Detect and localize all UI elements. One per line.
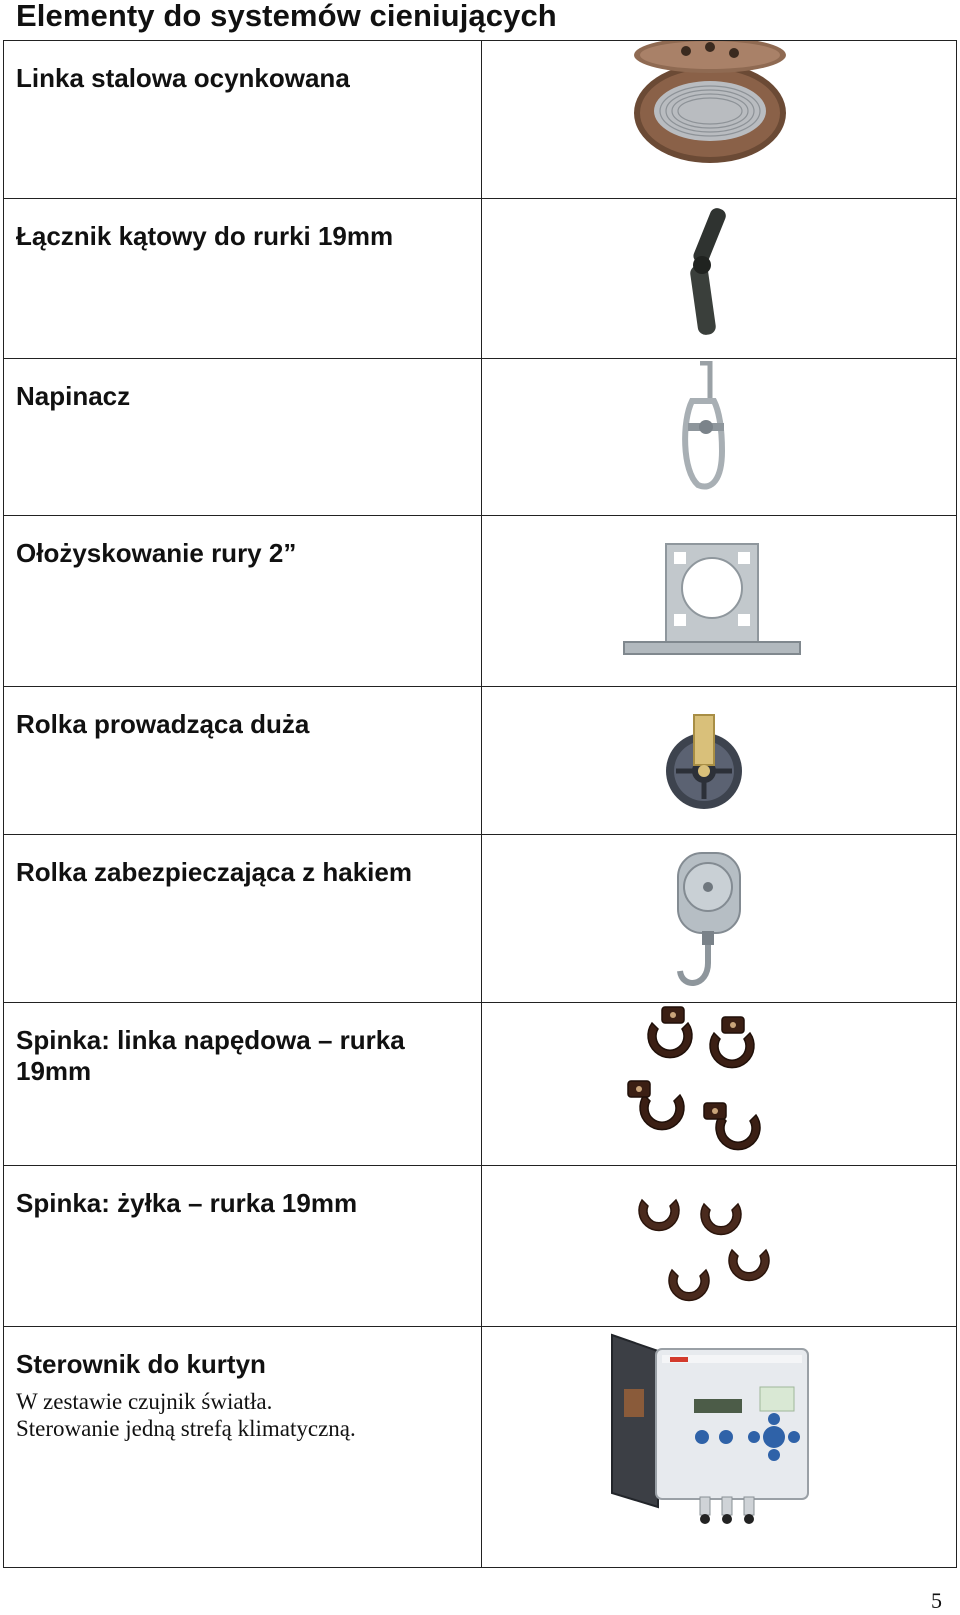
image-cell [482,1166,956,1326]
table-row [4,1327,956,1567]
item-label: Sterownik do kurtyn [16,1349,266,1379]
table-row [4,1166,956,1327]
table-row [4,199,956,359]
line-clip-icon [632,1186,782,1314]
table-row [4,41,956,199]
table-row [4,1003,956,1166]
item-cell [4,1003,482,1165]
item-cell [4,199,482,358]
item-label: Linka stalowa ocynkowana [16,63,350,93]
item-label: Spinka: żyłka – rurka 19mm [16,1188,358,1218]
curtain-controller-icon [610,1329,814,1525]
image-cell [482,687,956,834]
drive-cable-clip-icon [622,1003,782,1163]
item-label: Spinka: linka napędowa – rurka 19mm [16,1025,405,1086]
page-number: 5 [931,1588,942,1613]
description-line: Sterowanie jedną strefą klimatyczną. [16,1416,356,1441]
page-title: Elementy do systemów cieniujących [16,0,557,33]
item-cell [4,1166,482,1326]
pipe-bearing-plate-icon [622,542,802,660]
item-cell [4,835,482,1002]
item-cell [4,1327,482,1567]
image-cell [482,199,956,358]
table-row [4,835,956,1003]
item-label: Ołożyskowanie rury 2” [16,538,297,568]
image-cell [482,1003,956,1165]
item-cell [4,516,482,686]
item-label: Napinacz [16,381,131,411]
item-label: Rolka prowadząca duża [16,709,310,739]
tensioner-icon [678,361,732,491]
image-cell [482,516,956,686]
table-row [4,516,956,687]
item-cell [4,359,482,515]
description-line: W zestawie czujnik światła. [16,1389,273,1414]
image-cell [482,359,956,515]
item-label: Łącznik kątowy do rurki 19mm [16,221,394,251]
table-row [4,687,956,835]
steel-cable-spool-icon [630,41,790,165]
item-label: Rolka zabezpieczająca z hakiem [16,857,412,887]
item-cell [4,41,482,198]
item-description [16,1388,469,1442]
safety-roller-hook-icon [672,847,748,993]
product-table [3,40,957,1568]
large-guide-roller-icon [662,713,746,813]
image-cell [482,835,956,1002]
item-cell [4,687,482,834]
angle-connector-icon [672,205,742,341]
table-row [4,359,956,516]
image-cell [482,41,956,198]
image-cell [482,1327,956,1567]
